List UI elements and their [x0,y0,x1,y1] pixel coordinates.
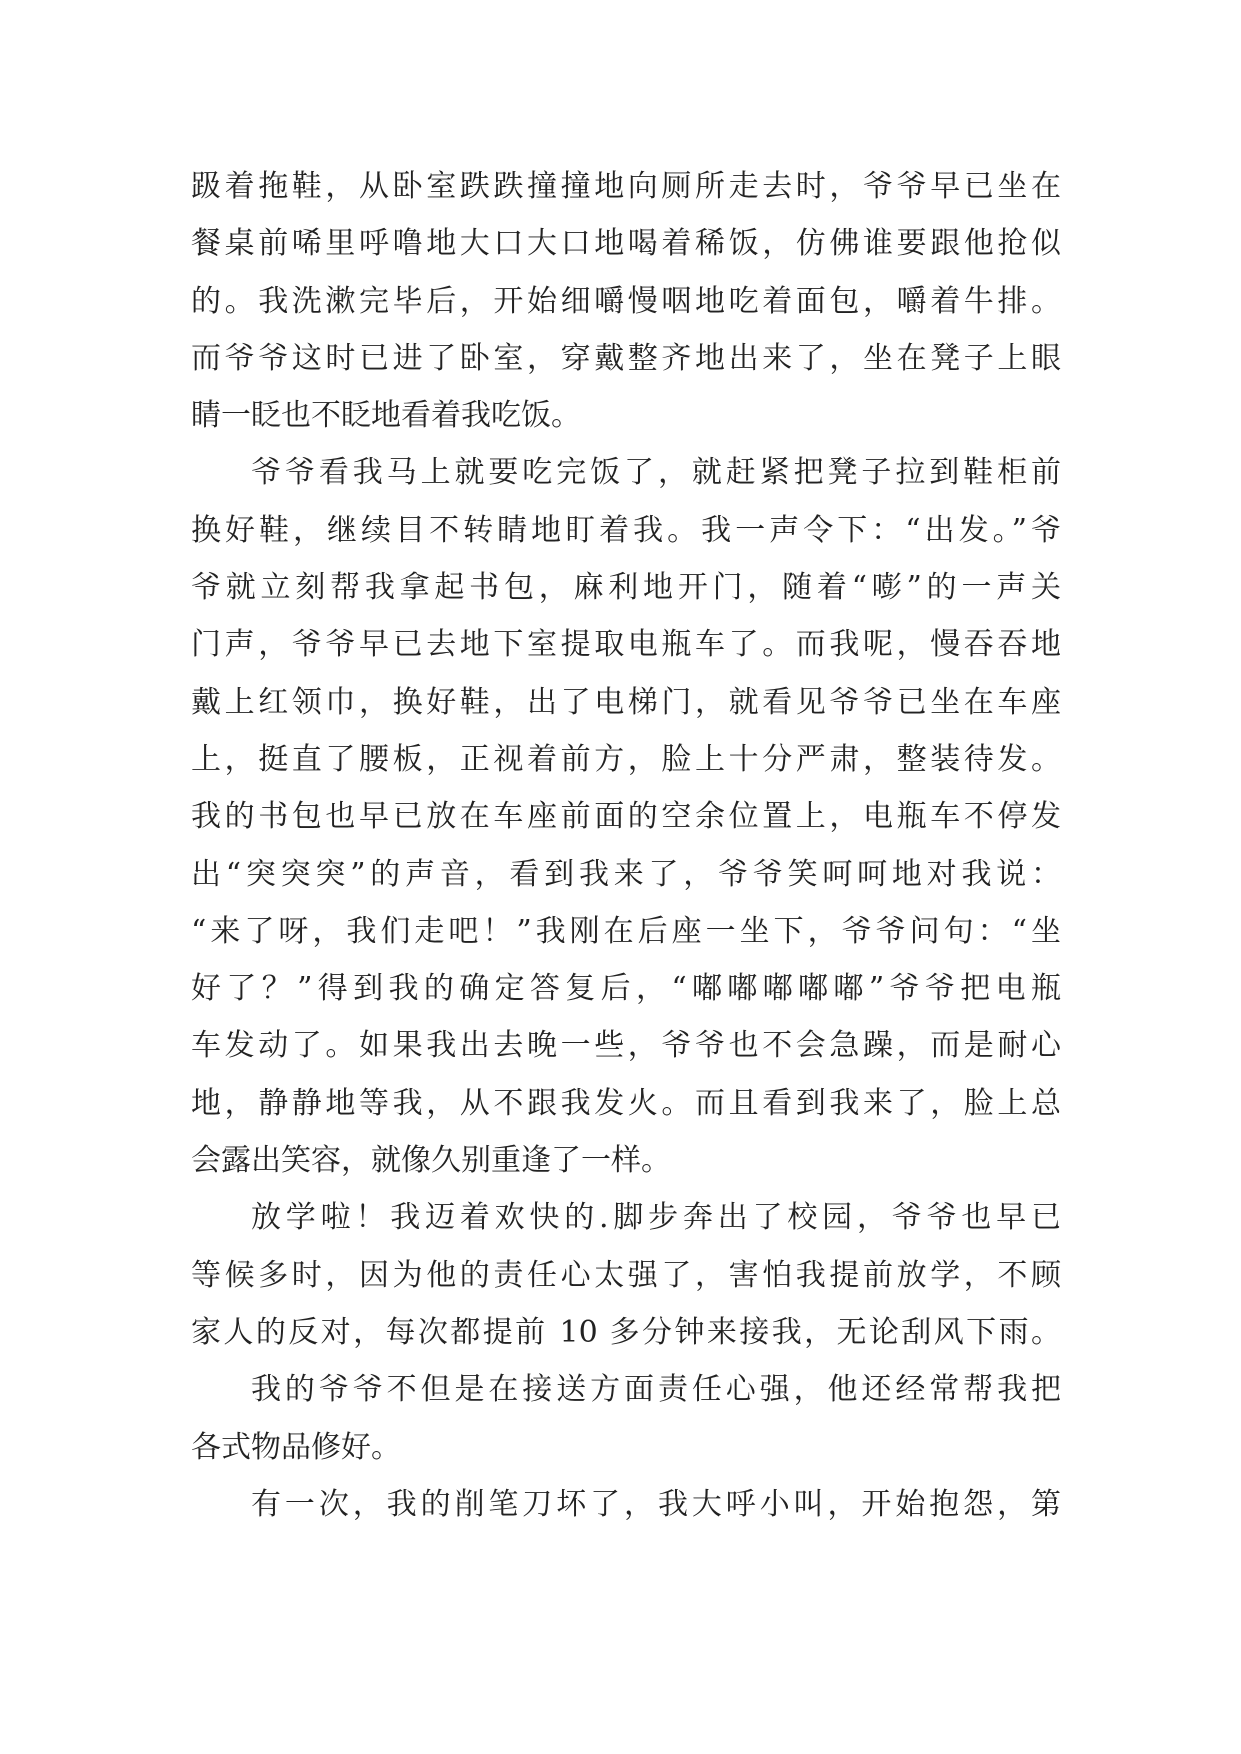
text-line: “来了呀，我们走吧！”我刚在后座一坐下，爷爷问句：“坐 [191,913,1061,949]
text-line: 趿着拖鞋，从卧室跌跌撞撞地向厕所走去时，爷爷早已坐在 [191,169,1061,204]
text-line: 的。我洗漱完毕后，开始细嚼慢咽地吃着面包，嚼着牛排。 [191,283,1061,319]
text-line: 各式物品修好。 [191,1429,401,1465]
text-line: 戴上红领巾，换好鞋，出了电梯门，就看见爷爷已坐在车座 [191,684,1061,720]
text-line: 我的书包也早已放在车座前面的空余位置上，电瓶车不停发 [191,799,1061,835]
text-line: 家人的反对，每次都提前 10 多分钟来接我，无论刮风下雨。 [191,1314,1061,1350]
text-line: 有一次，我的削笔刀坏了，我大呼小叫，开始抱怨，第 [251,1486,1061,1522]
text-line: 放学啦！我迈着欢快的.脚步奔出了校园，爷爷也早已 [251,1200,1061,1236]
text-line: 车发动了。如果我出去晚一些，爷爷也不会急躁，而是耐心 [191,1028,1061,1064]
text-line: 而爷爷这时已进了卧室，穿戴整齐地出来了，坐在凳子上眼 [191,340,1061,376]
text-line: 好了？”得到我的确定答复后，“嘟嘟嘟嘟嘟”爷爷把电瓶 [191,971,1061,1007]
text-line: 我的爷爷不但是在接送方面责任心强，他还经常帮我把 [251,1372,1061,1408]
text-line: 会露出笑容，就像久别重逢了一样。 [191,1143,671,1179]
text-line: 爷就立刻帮我拿起书包，麻利地开门，随着“嘭”的一声关 [191,570,1061,606]
text-line: 爷爷看我马上就要吃完饭了，就赶紧把凳子拉到鞋柜前 [251,455,1061,491]
text-line: 门声，爷爷早已去地下室提取电瓶车了。而我呢，慢吞吞地 [191,627,1061,663]
text-line: 餐桌前唏里呼噜地大口大口地喝着稀饭，仿佛谁要跟他抢似 [191,226,1061,262]
text-line: 出“突突突”的声音，看到我来了，爷爷笑呵呵地对我说： [191,856,1061,892]
text-line: 换好鞋，继续目不转睛地盯着我。我一声令下：“出发。”爷 [191,512,1061,548]
body-text [191,158,1061,1533]
text-line: 等候多时，因为他的责任心太强了，害怕我提前放学，不顾 [191,1257,1061,1293]
text-line: 上，挺直了腰板，正视着前方，脸上十分严肃，整装待发。 [191,741,1061,777]
text-line: 地，静静地等我，从不跟我发火。而且看到我来了，脸上总 [191,1085,1061,1121]
text-line: 睛一眨也不眨地看着我吃饭。 [191,398,581,434]
